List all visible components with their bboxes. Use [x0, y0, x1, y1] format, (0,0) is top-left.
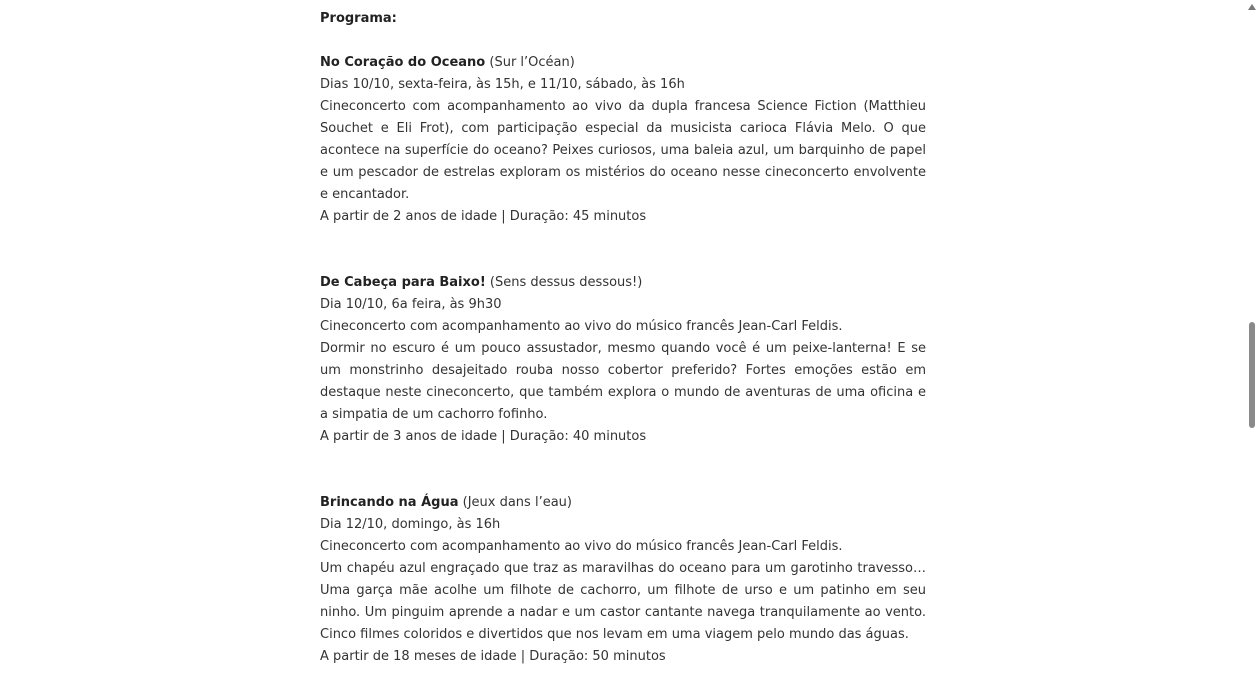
show-info: A partir de 2 anos de idade | Duração: 45 minutos — [320, 209, 647, 224]
show-title-line — [320, 52, 926, 74]
show-description: Um chapéu azul engraçado que traz as maravilhas do oceano para um garotinho travesso… Uma garça mãe acolhe um filhote de cachorro, um filhote de urso e um patinho em seu ninho. Um pinguim aprende a nadar e um castor cantante navega tranquilamente ao vento. Cinco filmes coloridos e divertidos que nos levam em uma viagem pelo mundo das águas. — [320, 561, 926, 642]
show-title-line — [320, 272, 926, 294]
show-description: Cineconcerto com acompanhamento ao vivo do músico francês Jean-Carl Feldis. — [320, 319, 843, 334]
show-description: Dormir no escuro é um pouco assustador, mesmo quando você é um peixe-lanterna! E se um monstrinho desajeitado rouba nosso cobertor preferido? Fortes emoções estão em destaque neste cineconcerto, que também explora o mundo de aventuras de uma oficina e a simpatia de um cachorro fofinho. — [320, 341, 926, 422]
program-heading: Programa: — [320, 11, 397, 26]
show-title: Brincando na Água — [320, 495, 459, 510]
vertical-scrollbar[interactable] — [1244, 0, 1259, 677]
scroll-up-arrow-icon[interactable] — [1248, 4, 1256, 10]
show-item — [320, 492, 926, 668]
show-title-line — [320, 492, 926, 514]
show-schedule: Dia 10/10, 6a feira, às 9h30 — [320, 297, 502, 312]
show-schedule: Dia 12/10, domingo, às 16h — [320, 517, 501, 532]
show-schedule: Dias 10/10, sexta-feira, às 15h, e 11/10, sábado, às 16h — [320, 77, 685, 92]
scrollbar-thumb[interactable] — [1249, 322, 1255, 428]
show-item — [320, 52, 926, 228]
show-description: Cineconcerto com acompanhamento ao vivo da dupla francesa Science Fiction (Matthieu Souchet e Eli Frot), com participação especial da musicista carioca Flávia Melo. O que acontece na superfície do oceano? Peixes curiosos, uma baleia azul, um barquinho de papel e um pescador de estrelas exploram os mistérios do oceano nesse cineconcerto envolvente e encantador. — [320, 99, 926, 202]
show-info: A partir de 3 anos de idade | Duração: 40 minutos — [320, 429, 647, 444]
show-original-title: (Sens dessus dessous!) — [489, 275, 643, 290]
show-title: De Cabeça para Baixo! — [320, 275, 486, 290]
show-item — [320, 272, 926, 448]
show-original-title: (Sur l’Océan) — [489, 55, 575, 70]
program-content — [320, 8, 926, 668]
show-description: Cineconcerto com acompanhamento ao vivo do músico francês Jean-Carl Feldis. — [320, 539, 843, 554]
show-info: A partir de 18 meses de idade | Duração: 50 minutos — [320, 649, 666, 664]
show-original-title: (Jeux dans l’eau) — [462, 495, 572, 510]
show-title: No Coração do Oceano — [320, 55, 486, 70]
